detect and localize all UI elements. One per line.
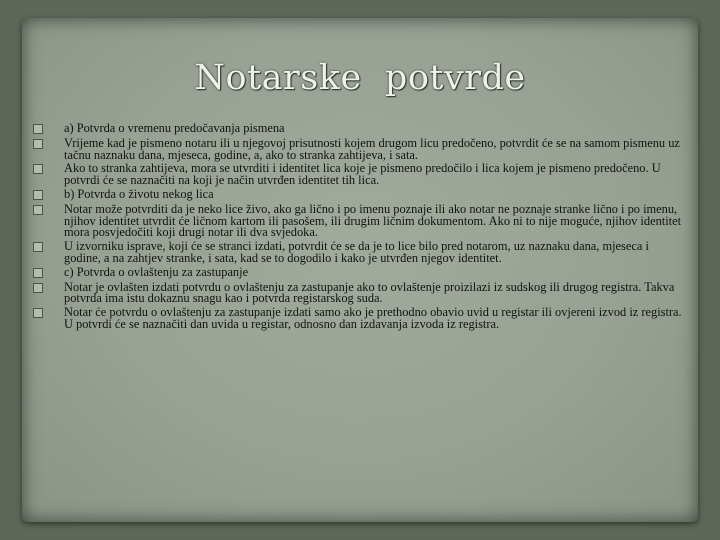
list-item-text: Notar može potvrditi da je neko lice živo, ako ga lično i po imenu poznaje ili ako notar ne poznaje stranke lično i po imenu, njihov identitet utvrdit će ličnom kartom ili pasošem, ili drugim ličnim dokumentom. Ako ni to nije moguće, njihov identitet mora posvjedočiti koji drugi notar ili dva svjedoka.: [64, 201, 682, 240]
list-item: [33, 123, 688, 135]
bullet-square-icon: [33, 164, 43, 174]
bullet-square-icon: [33, 124, 43, 134]
bullet-list: [33, 123, 688, 333]
bullet-square-icon: [33, 190, 43, 200]
slide-title: Notarske potvrde: [194, 58, 526, 98]
bullet-square-icon: [33, 308, 43, 318]
list-item-text: U izvorniku isprave, koji će se stranci izdati, potvrdit će se da je to lice bilo pred notarom, uz naznaku dana, mjeseca i godine, a na zahtjev stranke, i sata, kad se to dogodilo i kako je utvrđen njegov identitet.: [64, 239, 649, 265]
bullet-square-icon: [33, 268, 43, 278]
list-item-text: Notar je ovlašten izdati potvrdu o ovlaštenju za zastupanje ako to ovlaštenje proizilazi iz sudskog ili drugog registra. Takva potvrda ima istu dokaznu snagu kao i potvrda registarskog suda.: [64, 279, 675, 306]
bullet-square-icon: [33, 139, 43, 149]
list-item: [33, 135, 688, 162]
list-item-text: Ako to stranka zahtijeva, mora se utvrditi i identitet lica koje je pismeno predočilo i lica kojem je pismeno predočeno. U potvrdi će se naznačiti na koji je način utvrđen identitet tih lica.: [64, 161, 661, 188]
list-item-text: a) Potvrda o vremenu predočavanja pismena: [64, 121, 285, 135]
list-item: [33, 201, 688, 240]
list-item-text: c) Potvrda o ovlaštenju za zastupanje: [64, 264, 249, 279]
list-item: [33, 279, 688, 306]
list-item: [33, 186, 688, 201]
bullet-square-icon: [33, 283, 43, 293]
list-item: [33, 264, 688, 279]
bullet-square-icon: [33, 205, 43, 215]
list-item-text: Vrijeme kad je pismeno notaru ili u njegovoj prisutnosti kojem drugom licu predočeno, potvrdit će se na samom pismenu uz tačnu naznaku dana, mjeseca, godine, a, ako to stranka zahtijeva, i sata.: [64, 135, 680, 162]
list-item: [33, 163, 688, 187]
list-item: [33, 307, 688, 331]
list-item-text: Notar će potvrdu o ovlaštenju za zastupanje izdati samo ako je prethodno obavio uvid u registar ili ovjereni izvod iz registra. U potvrdi će se naznačiti dan uvida u registar, odnosno dan izdavanja izvoda iz registra.: [64, 305, 682, 331]
list-item-text: b) Potvrda o životu nekog lica: [64, 186, 214, 201]
bullet-square-icon: [33, 242, 43, 252]
list-item: [33, 241, 688, 265]
